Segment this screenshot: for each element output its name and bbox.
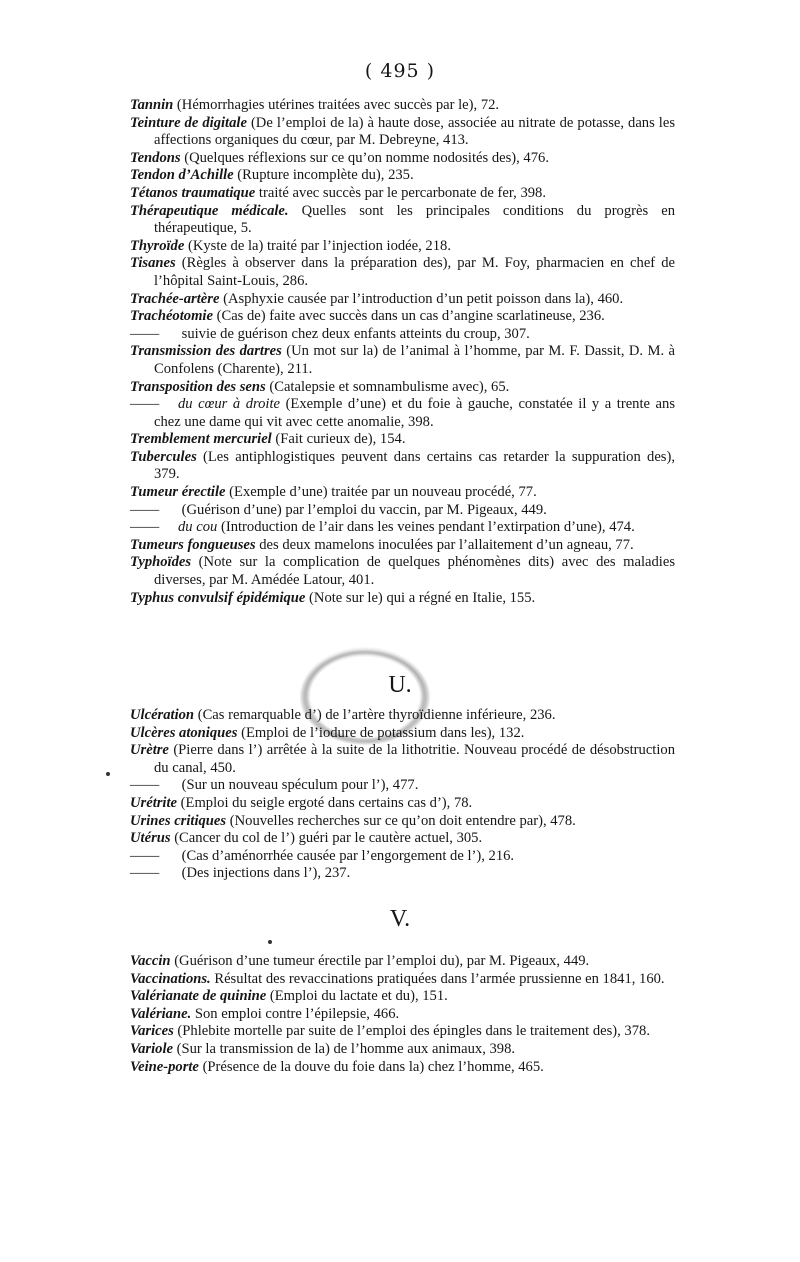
index-entry (130, 502, 675, 520)
index-term: Urines critiques (130, 812, 227, 829)
index-description: (Introduction de l’air dans les veines pendant l’extirpation d’une), 474. (217, 519, 635, 536)
index-entry (130, 590, 675, 608)
index-term: Urétrite (130, 794, 178, 811)
index-description: (Exemple d’une) traitée par un nouveau procédé, 77. (225, 484, 537, 501)
ink-speck (268, 940, 272, 944)
index-description: traité avec succès par le percarbonate de fer, 398. (255, 184, 547, 201)
index-term: du cou (178, 519, 218, 536)
index-section-v (130, 953, 675, 1076)
index-description: Quelles sont les principales conditions du progrès en thérapeutique, 5. (154, 202, 675, 237)
index-entry (130, 813, 675, 831)
index-term: Tendons (130, 149, 181, 166)
index-entry (130, 97, 675, 115)
index-description: Résultat des revaccinations pratiquées dans l’armée prussienne en 1841, 160. (210, 970, 665, 987)
index-description: (Quelques réflexions sur ce qu’on nomme nodosités des), 476. (180, 149, 549, 166)
index-term: Tétanos traumatique (130, 184, 256, 201)
index-entry (130, 203, 675, 238)
index-entry (130, 326, 675, 344)
index-description: (Emploi de l’iodure de potassium dans les), 132. (237, 724, 525, 741)
index-term: Utérus (130, 830, 171, 847)
index-term: Ulcères atoniques (130, 724, 238, 741)
ditto-dash: —— (130, 519, 160, 536)
index-term: Tumeur érectile (130, 484, 226, 501)
index-description: (Catalepsie et somnambulisme avec), 65. (265, 378, 510, 395)
index-entry (130, 725, 675, 743)
index-entry (130, 988, 675, 1006)
index-description: (Règles à observer dans la préparation des), par M. Foy, pharmacien en chef de l’hôpital Saint-Louis, 286. (154, 255, 675, 289)
index-term: Tendon d’Achille (130, 167, 234, 184)
index-entry (130, 707, 675, 725)
index-entry (130, 308, 675, 326)
index-description: (Exemple d’une) et du foie à gauche, constatée il y a trente ans chez une dame qui vit avec cette anomalie, 398. (154, 396, 676, 430)
index-term: Thérapeutique médicale. (130, 202, 289, 219)
index-description: suivie de guérison chez deux enfants atteints du croup, 307. (178, 325, 530, 342)
index-entry (130, 167, 675, 185)
index-term: Transmission des dartres (130, 343, 282, 360)
index-description: (Un mot sur la) de l’animal à l’homme, par M. F. Dassit, D. M. à Confolens (Charente), 211. (154, 343, 675, 377)
index-entry (130, 795, 675, 813)
index-description: (Kyste de la) traité par l’injection iodée, 218. (184, 237, 451, 254)
section-letter-u: U. (388, 672, 412, 698)
index-description: (Note sur la complication de quelques phénomènes dits) avec des maladies diverses, par M. Amédée Latour, 401. (154, 554, 675, 589)
index-description: (Hémorrhagies utérines traitées avec succès par le), 72. (173, 97, 500, 113)
index-description: (Asphyxie causée par l’introduction d’un petit poisson dans la), 460. (219, 290, 624, 307)
index-description: Son emploi contre l’épilepsie, 466. (191, 1005, 400, 1022)
index-description: (Guérison d’une tumeur érectile par l’emploi du), par M. Pigeaux, 449. (170, 953, 590, 969)
ditto-dash: —— (130, 865, 160, 882)
index-entry (130, 238, 675, 256)
ditto-dash: —— (130, 501, 160, 518)
index-entry (130, 537, 675, 555)
index-description: (Fait curieux de), 154. (271, 431, 406, 448)
index-term: Teinture de digitale (130, 114, 247, 131)
index-section-t (130, 97, 675, 607)
index-term: Vaccinations. (130, 970, 211, 987)
index-entry (130, 185, 675, 203)
index-term: Tumeurs fongueuses (130, 536, 256, 553)
index-term: Thyroïde (130, 237, 185, 254)
ink-speck (106, 772, 110, 776)
index-entry (130, 830, 675, 848)
index-term: du cœur à droite (178, 396, 281, 413)
index-entry (130, 255, 675, 290)
index-description: (Nouvelles recherches sur ce qu’on doit entendre par), 478. (226, 812, 576, 829)
index-term: Trachéotomie (130, 308, 213, 325)
index-entry (130, 554, 675, 589)
index-term: Tremblement mercuriel (130, 431, 272, 448)
index-description: (Phlebite mortelle par suite de l’emploi des épingles dans le traitement des), 378. (173, 1023, 650, 1040)
index-description: (Sur un nouveau spéculum pour l’), 477. (178, 777, 419, 794)
index-description: des deux mamelons inoculées par l’allaitement d’un agneau, 77. (255, 536, 634, 553)
index-description: (Des injections dans l’), 237. (178, 865, 351, 882)
index-term: Variole (130, 1040, 173, 1057)
index-description: (Emploi du lactate et du), 151. (266, 988, 448, 1005)
index-term: Typhus convulsif épidémique (130, 589, 306, 606)
ditto-dash: —— (130, 847, 160, 864)
index-entry (130, 115, 675, 150)
index-entry (130, 742, 675, 777)
index-entry (130, 449, 675, 484)
index-description: (Guérison d’une) par l’emploi du vaccin, par M. Pigeaux, 449. (178, 501, 547, 518)
index-description: (Emploi du seigle ergoté dans certains cas d’), 78. (177, 794, 473, 811)
index-entry (130, 1059, 675, 1077)
index-description: (Les antiphlogistiques peuvent dans certains cas retarder la suppuration des), 379. (154, 448, 675, 483)
index-entry (130, 291, 675, 309)
index-description: (De l’emploi de la) à haute dose, associée au nitrate de potasse, dans les affections organiques du cœur, par M. Debreyne, 413. (154, 114, 676, 149)
index-term: Veine-porte (130, 1058, 199, 1075)
index-entry (130, 865, 675, 883)
ditto-dash: —— (130, 325, 160, 342)
index-section-u (130, 707, 675, 883)
index-entry (130, 431, 675, 449)
index-term: Tannin (130, 97, 174, 113)
index-description: (Sur la transmission de la) de l’homme aux animaux, 398. (172, 1040, 516, 1057)
index-entry (130, 777, 675, 795)
index-description: (Cas de) faite avec succès dans un cas d’angine scarlatineuse, 236. (212, 308, 605, 325)
index-entry (130, 484, 675, 502)
ditto-dash: —— (130, 777, 160, 794)
ditto-dash: —— (130, 396, 160, 413)
index-entry (130, 953, 675, 971)
index-entry (130, 1006, 675, 1024)
index-term: Tisanes (130, 255, 176, 272)
index-term: Trachée-artère (130, 290, 220, 307)
index-term: Tubercules (130, 448, 197, 465)
index-entry (130, 1023, 675, 1041)
index-term: Valérianate de quinine (130, 988, 267, 1005)
index-entry (130, 519, 675, 537)
index-entry (130, 848, 675, 866)
index-description: (Pierre dans l’) arrêtée à la suite de la lithotritie. Nouveau procédé de désobstruction du canal, 450. (154, 742, 675, 776)
index-term: Ulcération (130, 707, 195, 723)
index-entry (130, 971, 675, 989)
section-letter-v: V. (389, 906, 411, 932)
index-description: (Rupture incomplète du), 235. (233, 167, 414, 184)
index-term: Typhoïdes (130, 554, 192, 571)
index-description: (Cas remarquable d’) de l’artère thyroïdienne inférieure, 236. (194, 707, 556, 723)
index-term: Urètre (130, 742, 169, 759)
index-description: (Présence de la douve du foie dans la) chez l’homme, 465. (198, 1058, 544, 1075)
index-entry (130, 396, 675, 431)
index-entry (130, 343, 675, 378)
page-number: ( 495 ) (364, 60, 436, 82)
index-term: Transposition des sens (130, 378, 266, 395)
index-description: (Cancer du col de l’) guéri par le cautère actuel, 305. (170, 830, 483, 847)
index-term: Valériane. (130, 1005, 192, 1022)
index-entry (130, 379, 675, 397)
index-entry (130, 1041, 675, 1059)
index-term: Varices (130, 1023, 174, 1040)
index-description: (Cas d’aménorrhée causée par l’engorgement de l’), 216. (178, 847, 515, 864)
index-description: (Note sur le) qui a régné en Italie, 155. (305, 589, 536, 606)
index-term: Vaccin (130, 953, 171, 969)
index-entry (130, 150, 675, 168)
